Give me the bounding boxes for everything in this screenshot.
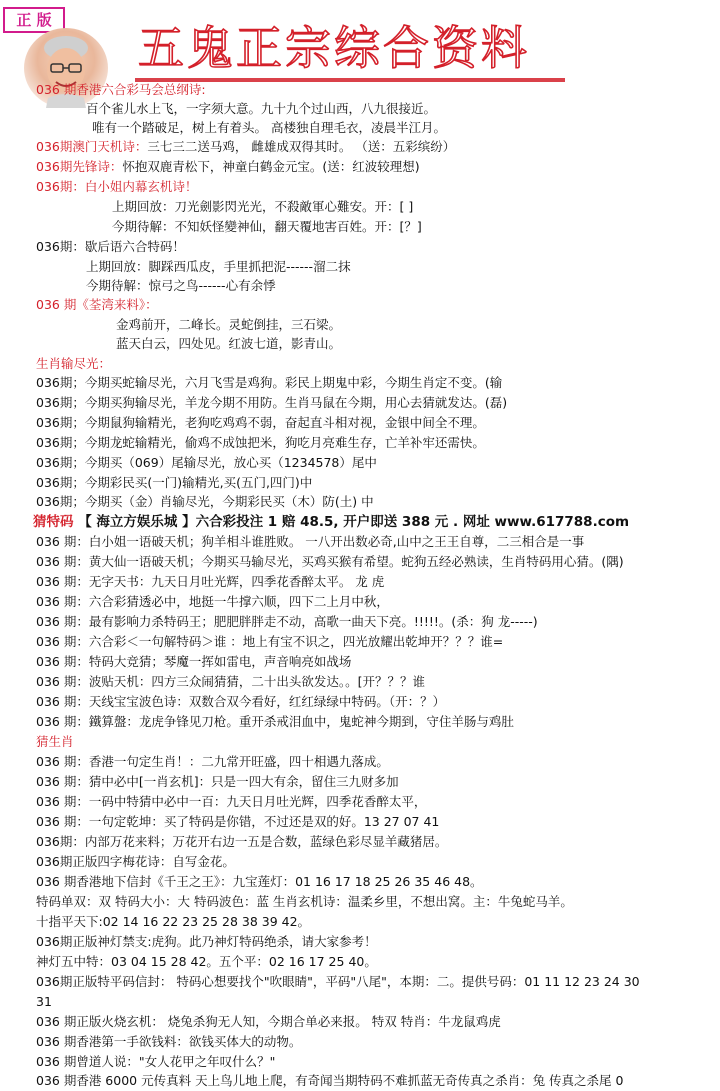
text-line: 036期正版特平码信封： 特码心想要找个"吹眼睛"，平码"八尾"，本期：二。提供号码：01 11 12 23 24 30 — [36, 974, 640, 989]
text-line: 036 期：特码大竞猜；琴魔一挥如雷电，声音响亮如战场 — [36, 654, 352, 669]
genuine-badge: 正 版 — [3, 7, 65, 33]
text-line: 百个雀儿水上飞，一字须大意。九十九个过山西，八九很接近。 — [86, 101, 437, 116]
text-line: 神灯五中特：03 04 15 28 42。五个平：02 16 17 25 40。 — [36, 954, 377, 969]
text-line: 036期；今期买蛇输尽光，六月飞雪是鸡狗。彩民上期鬼中彩，今期生肖定不变。(输 — [36, 375, 503, 390]
text-line: 生肖输尽光： — [36, 356, 112, 371]
text-line: 036期正版四字梅花诗：自写金花。 — [36, 854, 235, 869]
text-line: 036 期：天线宝宝波色诗：双数合双今看好，红红绿绿中特码。（开：？） — [36, 694, 446, 709]
text-line: 今期待解：不知妖怪變神仙，翻天覆地害百姓。开：[？] — [112, 219, 422, 234]
text-line: 036 期：黄大仙一语破天机；今期买马输尽光，买鸡买猴有希望。蛇狗五经必熟读，生肖特码用心猜。(隅) — [36, 554, 624, 569]
text-line: 036 期：一句定乾坤：买了特码是你错，不过还是双的好。13 27 07 41 — [36, 814, 440, 829]
text-line: 036 期香港 6000 元传真料 天上鸟儿地上爬，有奇闻当期特码不难抓蓝无奇传真之杀肖：兔 传真之杀尾 0 — [36, 1073, 624, 1088]
text-line: 036 期：六合彩猜透必中，地挺一牛撑六顺，四下二上月中秋， — [36, 594, 389, 609]
text-line: 036期；今期买（金）肖输尽光，今期彩民买（木）防(土) 中 — [36, 494, 374, 509]
text-line: 036期澳门天机诗：三七三二送马鸡， 雌雄成双得其时。 （送：五彩缤纷） — [36, 139, 456, 154]
text-line: 上期回放：脚踩西瓜皮，手里抓把泥------溜二抹 — [86, 259, 351, 274]
text-line: 036 期：香港一句定生肖！：二九常开旺盛，四十相遇九落成。 — [36, 754, 389, 769]
text-line: 036 期：鐵算盤：龙虎争锋见刀枪。重开杀戒泪血中，鬼蛇神今期到，守住羊肠与鸡肚 — [36, 714, 514, 729]
page-title: 五鬼正宗综合资料 — [138, 21, 530, 75]
text-line: 上期回放：刀光劍影閃光光，不殺敵軍心難安。开：[ ] — [112, 199, 414, 214]
text-line: 036 期：六合彩＜一句解特码＞谁 ：地上有宝不识之，四光放耀出乾坤开？？？谁= — [36, 634, 504, 649]
text-line: 036 期香港地下信封《千王之王》：九宝莲灯：01 16 17 18 25 26 35 46 48。 — [36, 874, 483, 889]
text-line: 036 期：无字天书：九天日月吐光辉，四季花香醉太平。 龙 虎 — [36, 574, 385, 589]
text-line: 036 期香港第一手欲钱料：欲钱买体大的动物。 — [36, 1034, 302, 1049]
text-line: 唯有一个踏破足，树上有着头。 高楼独自理毛衣，凌晨半江月。 — [92, 120, 446, 135]
text-line: 036期；今期鼠狗输精光，老狗吃鸡鸡不弱，奋起直斗相对视，金银中间全不理。 — [36, 415, 485, 430]
text-line: 036 期曾道人说："女人花甲之年叹什么？" — [36, 1054, 276, 1069]
text-line: 036 期：猜中必中[一肖玄机]：只是一四大有余，留住三九财多加 — [36, 774, 399, 789]
text-line: 036 期：波贴天机：四方三众闹猜猜，二十出头欲发达。。[开？？？谁 — [36, 674, 425, 689]
text-line: 036 期《荃湾来料》： — [36, 297, 158, 312]
text-line: 036 期香港六合彩马会总纲诗: — [36, 82, 206, 97]
text-line: 036期先锋诗：怀抱双鹿青松下，神童白鹤金元宝。(送：红波较理想) — [36, 159, 420, 174]
text-line: 猜生肖 — [36, 734, 74, 749]
text-line: 036期；今期龙蛇输精光，偷鸡不成蚀把米，狗吃月亮难生存，亡羊补牢还需快。 — [36, 435, 485, 450]
text-line: 036期：白小姐内幕玄机诗！ — [36, 179, 198, 194]
text-line: 036期：内部万花来料；万花开右边一五是合数，蓝绿色彩尽显羊藏猪居。 — [36, 834, 448, 849]
text-line: 036 期：白小姐一语破天机；狗羊相斗谁胜败。 一八开出数必奇,山中之王王自尊，二三相合是一事 — [36, 534, 585, 549]
ad-banner-line: 猜特码 【 海立方娱乐城 】六合彩投注 1 赔 48.5, 开户即送 388 元 . 网址 www.617788.com — [33, 514, 630, 530]
text-line: 金鸡前开，二峰长。灵蛇倒挂，三石梁。 — [116, 317, 342, 332]
text-line: 036期正版神灯禁支:虎狗。此乃神灯特码绝杀，请大家参考！ — [36, 934, 377, 949]
text-line: 036期：歇后语六合特码！ — [36, 239, 185, 254]
text-line: 036期；今期彩民买(一门)输精光,买(五门,四门)中 — [36, 475, 313, 490]
text-line: 036 期：最有影响力杀特码王；肥肥胖胖走不动，高歌一曲天下亮。!!!!!。(杀：狗 龙-----) — [36, 614, 538, 629]
text-line: 31 — [36, 994, 52, 1009]
text-line: 特码单双：双 特码大小：大 特码波色：蓝 生肖玄机诗：温柔乡里，不想出窝。主：牛兔蛇马羊。 — [36, 894, 573, 909]
text-line: 036 期正版火烧玄机： 烧兔杀狗无人知，今期合单必来报。 特双 特肖：牛龙鼠鸡虎 — [36, 1014, 501, 1029]
text-line: 今期待解：惊弓之鸟------心有余悸 — [86, 278, 276, 293]
text-line: 十指平天下:02 14 16 22 23 25 28 38 39 42。 — [36, 914, 311, 929]
text-line: 036期；今期买（069）尾输尽光，放心买（1234578）尾中 — [36, 455, 377, 470]
text-line: 036期；今期买狗输尽光，羊龙今期不用防。生肖马鼠在今期，用心去猜就发达。(磊) — [36, 395, 508, 410]
text-line: 蓝天白云，四处见。红波七道，影青山。 — [116, 336, 342, 351]
text-line: 036 期：一码中特猜中必中一百：九天日月吐光辉，四季花香醉太平， — [36, 794, 427, 809]
